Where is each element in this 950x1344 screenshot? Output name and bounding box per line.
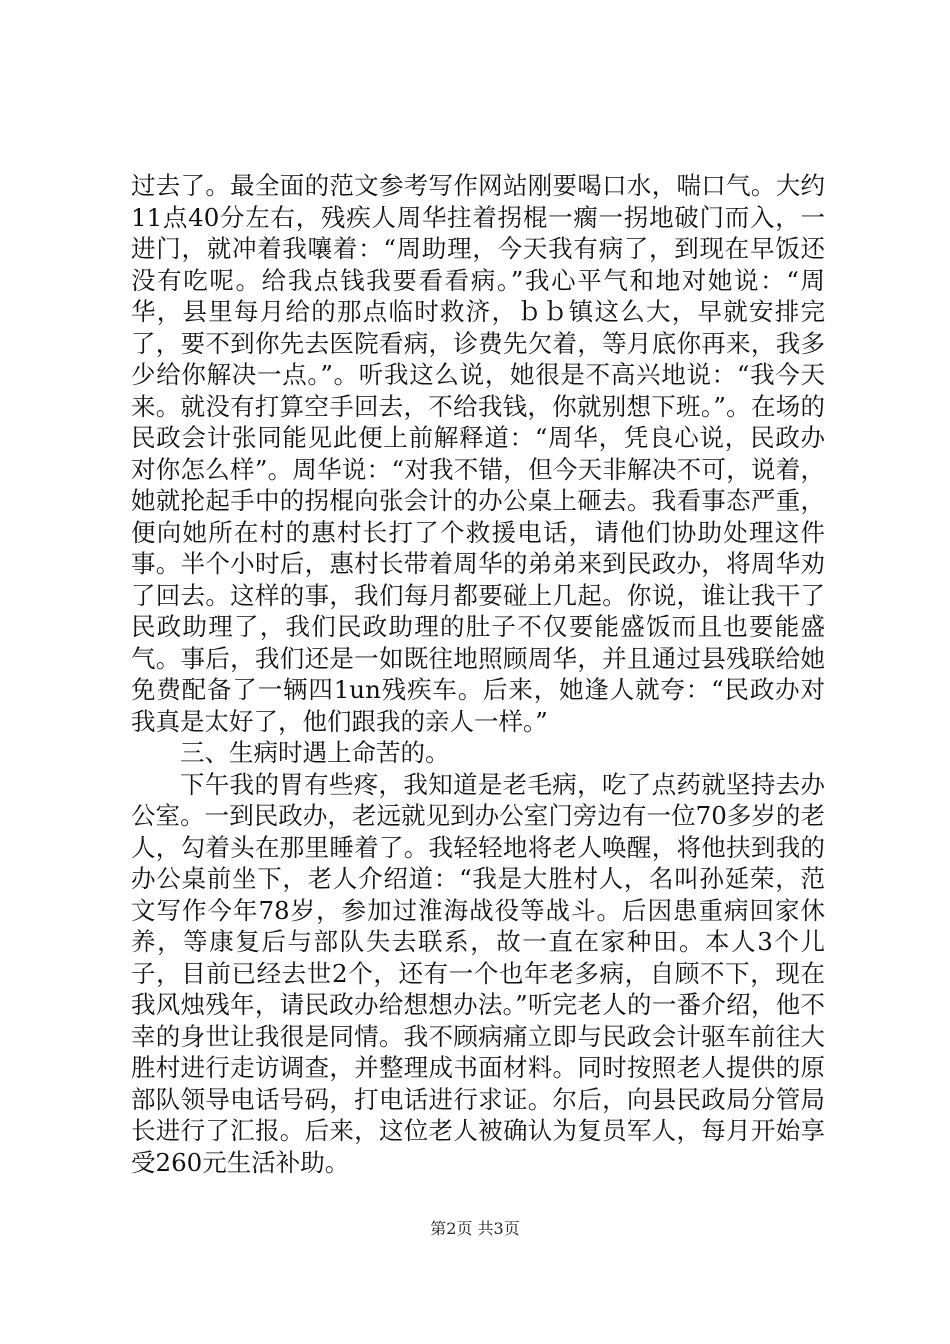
- body-paragraph-2: 下午我的胃有些疼，我知道是老毛病，吃了点药就坚持去办公室。一到民政办，老远就见到办公室门旁边有一位70多岁的老人，勾着头在那里睡着了。我轻轻地将老人唤醒，将他扶到我的办公桌前坐下，老人介绍道：“我是大胜村人，名叫孙延荣，范文写作今年78岁，参加过淮海战役等战斗。后因患重病回家休养，等康复后与部队失去联系，故一直在家种田。本人3个儿子，目前已经去世2个，还有一个也年老多病，自顾不下，现在我风烛残年，请民政办给想想办法。”听完老人的一番介绍，他不幸的身世让我很是同情。我不顾病痛立即与民政会计驱车前往大胜村进行走访调查，并整理成书面材料。同时按照老人提供的原部队领导电话号码，打电话进行求证。尔后，向县民政局分管局长进行了汇报。后来，这位老人被确认为复员军人，每月开始享受260元生活补助。: [131, 769, 825, 1177]
- page-footer: 第2页 共3页: [430, 1219, 520, 1238]
- document-body: [131, 170, 825, 1178]
- section-heading: 三、生病时遇上命苦的。: [180, 738, 450, 767]
- body-paragraph-1: 过去了。最全面的范文参考写作网站刚要喝口水，喘口气。大约11点40分左右，残疾人周华拄着拐棍一瘸一拐地破门而入，一进门，就冲着我嚷着：“周助理，今天我有病了，到现在早饭还没有吃呢。给我点钱我要看看病。”我心平气和地对她说：“周华，县里每月给的那点临时救济，ｂｂ镇这么大，早就安排完了，要不到你先去医院看病，诊费先欠着，等月底你再来，我多少给你解决一点。”。听我这么说，她很是不高兴地说：“我今天来。就没有打算空手回去，不给我钱，你就别想下班。”。在场的民政会计张同能见此便上前解释道：“周华，凭良心说，民政办对你怎么样”。周华说：“对我不错，但今天非解决不可，说着，她就抡起手中的拐棍向张会计的办公桌上砸去。我看事态严重，便向她所在村的惠村长打了个救援电话，请他们协助处理这件事。半个小时后，惠村长带着周华的弟弟来到民政办，将周华劝了回去。这样的事，我们每月都要碰上几起。你说，谁让我干了民政助理了，我们民政助理的肚子不仅要能盛饭而且也要能盛气。事后，我们还是一如既往地照顾周华，并且通过县残联给她免费配备了一辆四1un残疾车。后来，她逢人就夸：“民政办对我真是太好了，他们跟我的亲人一样。”: [131, 171, 825, 736]
